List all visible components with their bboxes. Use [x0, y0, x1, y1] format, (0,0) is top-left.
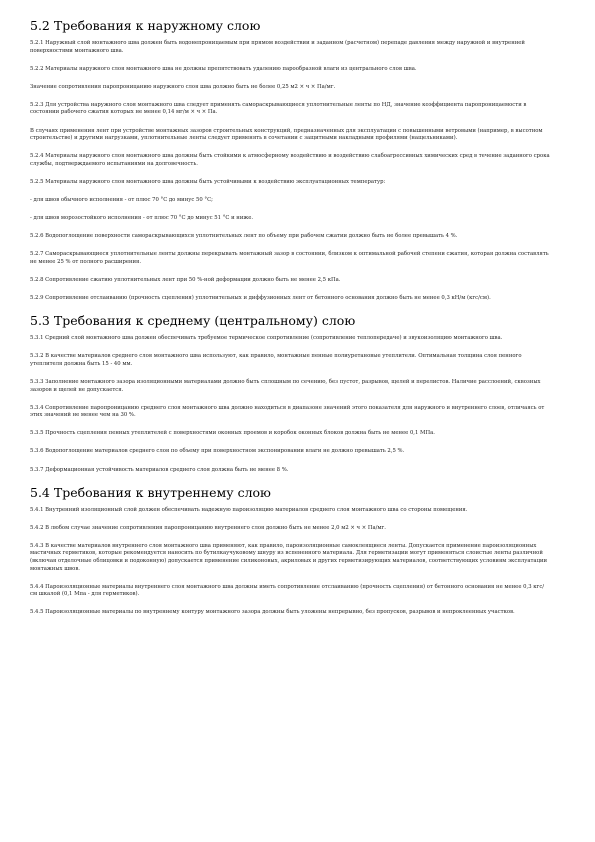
paragraph-5-2-4: 5.2.4 Материалы наружного слоя монтажного шва должны быть стойкими к атмосферному воздействию и воздействию слабоагрессивных химических сред в течение заданного срока службы, подтверждаемого испытаниями на долговечность. — [30, 153, 550, 167]
paragraph-5-4-5: 5.4.5 Пароизоляционные материалы по внутреннему контуру монтажного зазора должны быть уложены непрерывно, без пропусков, разрывов и непроклеенных участков. — [30, 609, 515, 616]
paragraph-5-2-6: 5.2.6 Водопоглощение поверхности самораскрывающихся уплотнительных лент по объему при рабочем сжатии должно быть не более превышать 4 %. — [30, 233, 458, 240]
paragraph-5-4-3: 5.4.3 В качестве материалов внутреннего слоя монтажного шва применяют, как правило, пароизоляционные самоклеящиеся ленты. Допускается применение пароизоляционных мастичных герметиков, которые рекомендуется наносить по бутилкаучуковому шнуру из вспененного материала. Для герметизации могут применяться слоистые ленты различной (включая отделочные облицовки и подоконную) допускается применение силиконовых, акриловых и других герметизирующих материалов, соответствующих условиям эксплуатации монтажных швов. — [30, 542, 548, 572]
paragraph-5-2-1: 5.2.1 Наружный слой монтажного шва должен быть водонепроницаемым при прямом воздействии и заданном (расчетном) перепаде давления между наружной и внутренней поверхностями монтажного шва. — [30, 40, 525, 54]
paragraph-normal-range: - для швов обычного исполнения - от плюс 70 °С до минус 50 °С; — [30, 197, 213, 204]
paragraph-5-3-5: 5.3.5 Прочность сцепления пенных утеплителей с поверхностями оконных проемов и коробок оконных блоков должна быть не менее 0,1 МПа. — [30, 430, 435, 437]
paragraph-5-2-8: 5.2.8 Сопротивление сжатию уплотнительных лент при 50 %-ной деформации должно быть не менее 2,5 кПа. — [30, 277, 341, 283]
paragraph-frost-range: - для швов морозостойкого исполнения - от плюс 70 °С до минус 51 °С и ниже. — [30, 215, 254, 222]
section-heading-5-4: 5.4 Требования к внутреннему слою — [30, 484, 271, 500]
paragraph-5-2-7: 5.2.7 Самораскрывающиеся уплотнительные ленты должны перекрывать монтажный зазор в состоянии, близком к оптимальной рабочей степени сжатия, которая должна составлять не менее 25 % от полного расширения. — [30, 251, 549, 265]
section-heading-5-3: 5.3 Требования к среднему (центральному) слою — [30, 313, 356, 329]
paragraph-5-3-1: 5.3.1 Средний слой монтажного шва должен обеспечивать требуемое термическое сопротивление (сопротивление теплопередаче) и звукоизоляцию монтажного шва. — [30, 335, 503, 342]
paragraph-5-2-9: 5.2.9 Сопротивление отслаиванию (прочность сцепления) уплотнительных и диффузионных лент от бетонного основания должно быть не менее 0,3 кН/м (кгс/см). — [30, 295, 491, 302]
paragraph-5-2-5: 5.2.5 Материалы наружного слоя монтажного шва должны быть устойчивыми к воздействию эксплуатационных температур: — [30, 178, 386, 185]
paragraph-5-4-2: 5.4.2 В любом случае значение сопротивления паропроницанию внутреннего слоя должно быть не менее 2,0 м2 × ч × Па/мг. — [30, 524, 386, 531]
paragraph-5-3-6: 5.3.6 Водопоглощение материалов среднего слоя по объему при поверхностном экспонировании влаги не должно превышать 2,5 %. — [30, 448, 405, 455]
paragraph-5-2-2: 5.2.2 Материалы наружного слоя монтажного шва не должны препятствовать удалению парообразной влаги из центрального слоя шва. — [30, 65, 417, 72]
section-heading-5-2: 5.2 Требования к наружному слою — [30, 18, 261, 33]
paragraph-5-3-3: 5.3.3 Заполнение монтажного зазора изоляционными материалами должно быть сплошным по сечению, без пустот, разрывов, щелей и перелистов. Наличие расслоений, сквозных зазоров и щелей не допускается. — [30, 378, 541, 393]
paragraph-5-4-4: 5.4.4 Пароизоляционные материалы внутреннего слоя монтажного шва должны иметь сопротивление отслаиванию (прочность сцепления) от бетонного основания не менее 0,3 кгс/см шкалой (0,1 Мпа - для герметиков). — [30, 583, 545, 598]
paragraph-5-3-4: 5.3.4 Сопротивление паропроницанию среднего слоя монтажного шва должно находиться в диапазоне значений этого показателя для наружного и внутреннего слоев, отличаясь от этих значений не менее чем на 30 %. — [30, 404, 545, 419]
paragraph-5-2-3: 5.2.3 Для устройства наружного слоя монтажного шва следует применять самораскрывающиеся уплотнительные ленты по НД, значение коэффициента паропроницаемости в состоянии рабочего сжатия которых не менее 0,14 мг/м × ч × Па. — [30, 101, 527, 116]
paragraph-tapes-usage: В случаях применения лент при устройстве монтажных зазоров строительных конструкций, предназначенных для эксплуатации с повышенными ветровыми (например, в высотном строительстве) и другими нагрузками, уплотнительные ленты следует применять в сочетании с защитными накладными профилями (нащельниками). — [30, 127, 543, 142]
paragraph-5-3-7: 5.3.7 Деформационная устойчивость материалов среднего слоя должна быть не менее 8 %. — [30, 466, 289, 473]
paragraph-5-3-2: 5.3.2 В качестве материалов среднего слоя монтажного шва используют, как правило, монтажные пенные полиуретановые утеплители. Оптимальная толщина слоя пенного утеплителя должна быть 15 - 40 мм. — [30, 353, 522, 367]
paragraph-5-4-1: 5.4.1 Внутренний изоляционный слой должен обеспечивать надежную пароизоляцию материалов среднего слоя монтажного шва со стороны помещения. — [30, 506, 468, 513]
paragraph-vapor-resistance: Значение сопротивления паропроницанию наружного слоя шва должно быть не более 0,25 м2 × ч × Па/мг. — [30, 83, 336, 90]
